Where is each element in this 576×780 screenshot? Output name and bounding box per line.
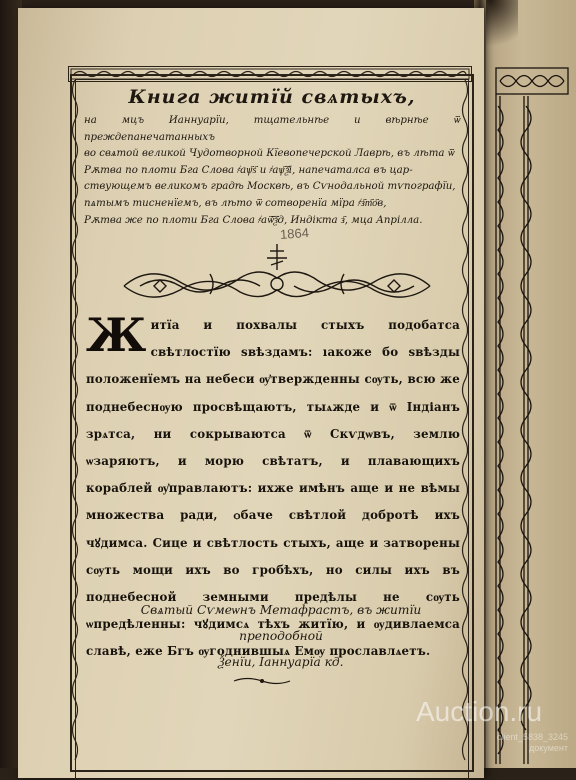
handwritten-year: 1864: [279, 225, 310, 242]
subtitle-line-6: Рѫтва же по плоти Бга Слова ҂аѿ҃ѯ҃д, Индікта з҃, мца Апрілла.: [84, 214, 423, 226]
frame-left-ornament: [68, 80, 82, 770]
subtitle-line-1: на мцъ Ианнуарїи, тщательнѣе и вѣрнѣе ѿ преждепанечатанныхъ: [84, 115, 460, 143]
attribution: [98, 597, 464, 675]
watermark-line-2: документ: [529, 743, 568, 753]
body-text: итїа и похвалы стыхъ подобатса свѣтлостїю ѕвѣздамъ: ıакоже бо ѕвѣзды положенїемъ на небеси ѹ҆твержденны сѹть, всю же поднебеснѹю просвѣщаютъ, тыѧжде и ѿ Індіанъ зрѧтса, ни сокрываютса ѿ Скѵдѡвъ, землю ѡзаряютъ, и морю свѣтатъ, и плавающихъ кораблей ѹ҆правлаютъ: ихже имѣнъ аще и не вѣмы множества ради, ѻбаче свѣтлой добротѣ ихъ чꙋдимса. Сице и свѣтлость стыхъ, аще и затворены сѹть мощи ихъ во гробѣхъ, но силы ихъ въ поднебесной земными предѣлы не сѹть ѡпредѣленны: чꙋдимсѧ тѣхъ житїю, и ѹдивлаемса славѣ, еже Бгъ ѹгоднившыѧ Емѹ прославлѧетъ.: [86, 318, 460, 659]
watermark-brand: Auction.ru: [416, 696, 543, 727]
subtitle-line-2: во свѧтой великой Чудотворной Кїевопечерской Лаврѣ, въ лѣта ѿ: [84, 148, 455, 160]
watermark-line-1: client_5838_3245: [496, 732, 568, 742]
title-block: [84, 86, 460, 229]
attribution-line-1: Свѧтый Сѵмеѡнъ Метафрастъ, въ житїи преподобной: [140, 603, 422, 643]
subtitle-line-5: пѧтымъ тисненїемъ, въ лѣто ѿ сотворенїа мїра ҂з҃т҃о҃в,: [84, 197, 387, 209]
watermark-details: [468, 732, 568, 754]
book-title: Книга житїй свѧтыхъ,: [128, 86, 416, 108]
tail-ornament: [232, 676, 292, 686]
cross-ornament: [120, 244, 434, 302]
drop-cap: Ж: [86, 308, 147, 362]
subtitle-line-3: Рѫтва по плоти Бга Слова ҂аѱ҃ѕ҃ и ҂аѱ҃ѯ҃і, напечаталса въ цар-: [84, 164, 413, 176]
attribution-line-2: Ѯенїи, Іаннуарїа кд.: [218, 655, 344, 669]
subtitle-line-4: ствующемъ великомъ градѣ Москвѣ, въ Сѵнодальной тѵпографїи,: [84, 181, 456, 193]
right-page-border-ornament: [494, 66, 570, 766]
